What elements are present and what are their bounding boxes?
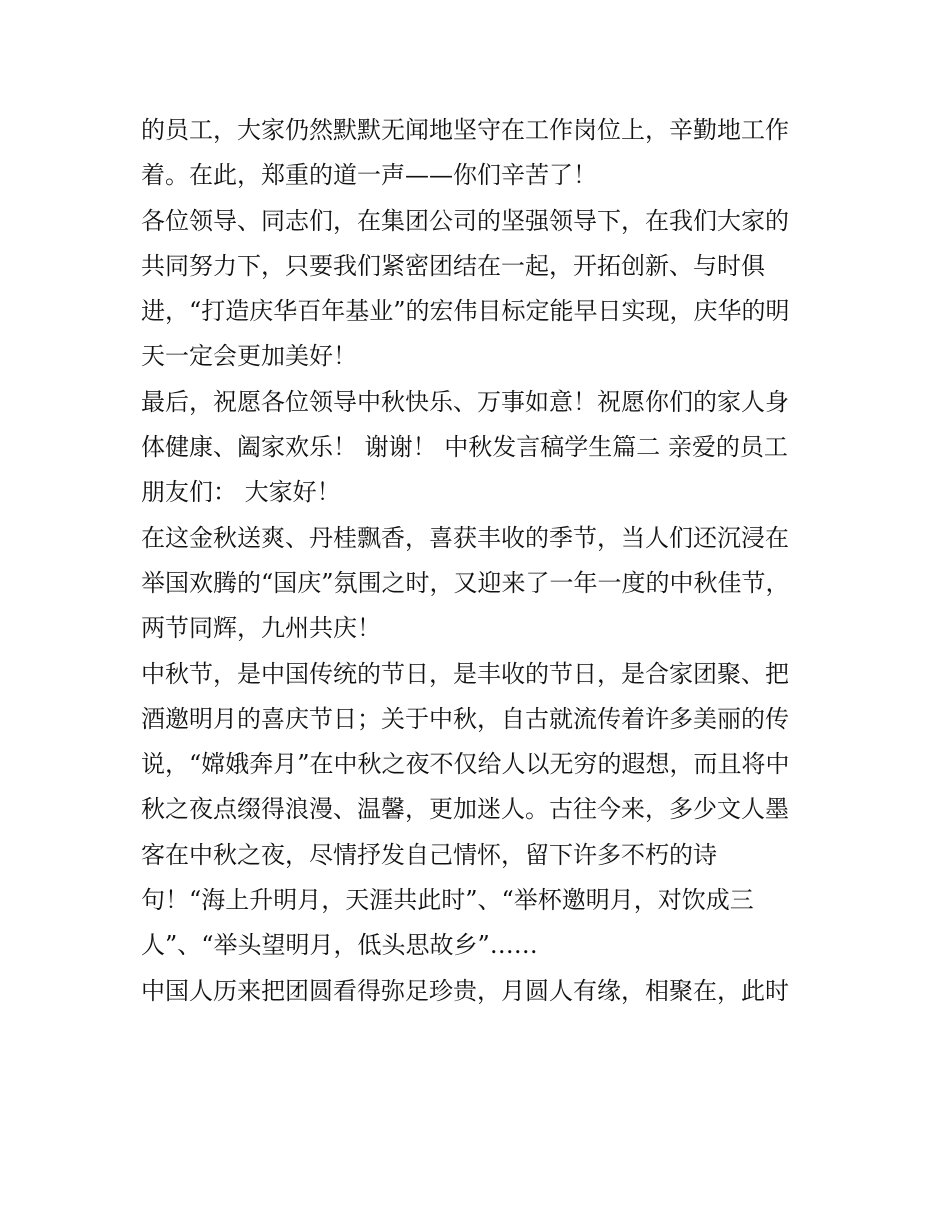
text-line: 客在中秋之夜，尽情抒发自己情怀，留下许多不朽的诗: [141, 840, 717, 869]
text-line: 着。在此，郑重的道一声——你们辛苦了！: [141, 161, 597, 190]
text-line: 举国欢腾的“国庆”氛围之时，又迎来了一年一度的中秋佳节，: [141, 568, 790, 597]
text-line: 秋之夜点缀得浪漫、温馨，更加迷人。古往今来，多少文人墨: [141, 795, 789, 824]
text-line: 说，“嫦娥奔月”在中秋之夜不仅给人以无穷的遐想，而且将中: [141, 750, 790, 779]
text-line: 中秋节，是中国传统的节日，是丰收的节日，是合家团聚、把: [141, 659, 789, 688]
text-line: 进，“打造庆华百年基业”的宏伟目标定能早日实现，庆华的明: [141, 297, 790, 326]
text-line: 在这金秋送爽、丹桂飘香，喜获丰收的季节，当人们还沉浸在: [141, 523, 789, 552]
text-line: 人”、“举头望明月，低头思故乡”……: [141, 931, 538, 960]
text-line: 中国人历来把团圆看得弥足珍贵，月圆人有缘，相聚在，此时: [141, 976, 789, 1005]
text-line: 酒邀明月的喜庆节日；关于中秋，自古就流传着许多美丽的传: [141, 704, 789, 733]
text-line: 最后，祝愿各位领导中秋快乐、万事如意！祝愿你们的家人身: [141, 387, 789, 416]
text-line: 两节同辉，九州共庆！: [141, 614, 381, 643]
document-body: [141, 108, 821, 1014]
text-line: 各位领导、同志们，在集团公司的坚强领导下，在我们大家的: [141, 206, 789, 235]
text-line: 体健康、阖家欢乐！ 谢谢！ 中秋发言稿学生篇二 亲爱的员工: [141, 433, 788, 462]
text-line: 的员工，大家仍然默默无闻地坚守在工作岗位上，辛勤地工作: [141, 116, 789, 144]
text-line: 句！“海上升明月，天涯共此时”、“举杯邀明月，对饮成三: [141, 886, 754, 915]
text-line: 天一定会更加美好！: [141, 342, 357, 371]
text-line: 朋友们： 大家好！: [141, 478, 341, 507]
text-line: 共同努力下，只要我们紧密团结在一起，开拓创新、与时俱: [141, 251, 765, 280]
